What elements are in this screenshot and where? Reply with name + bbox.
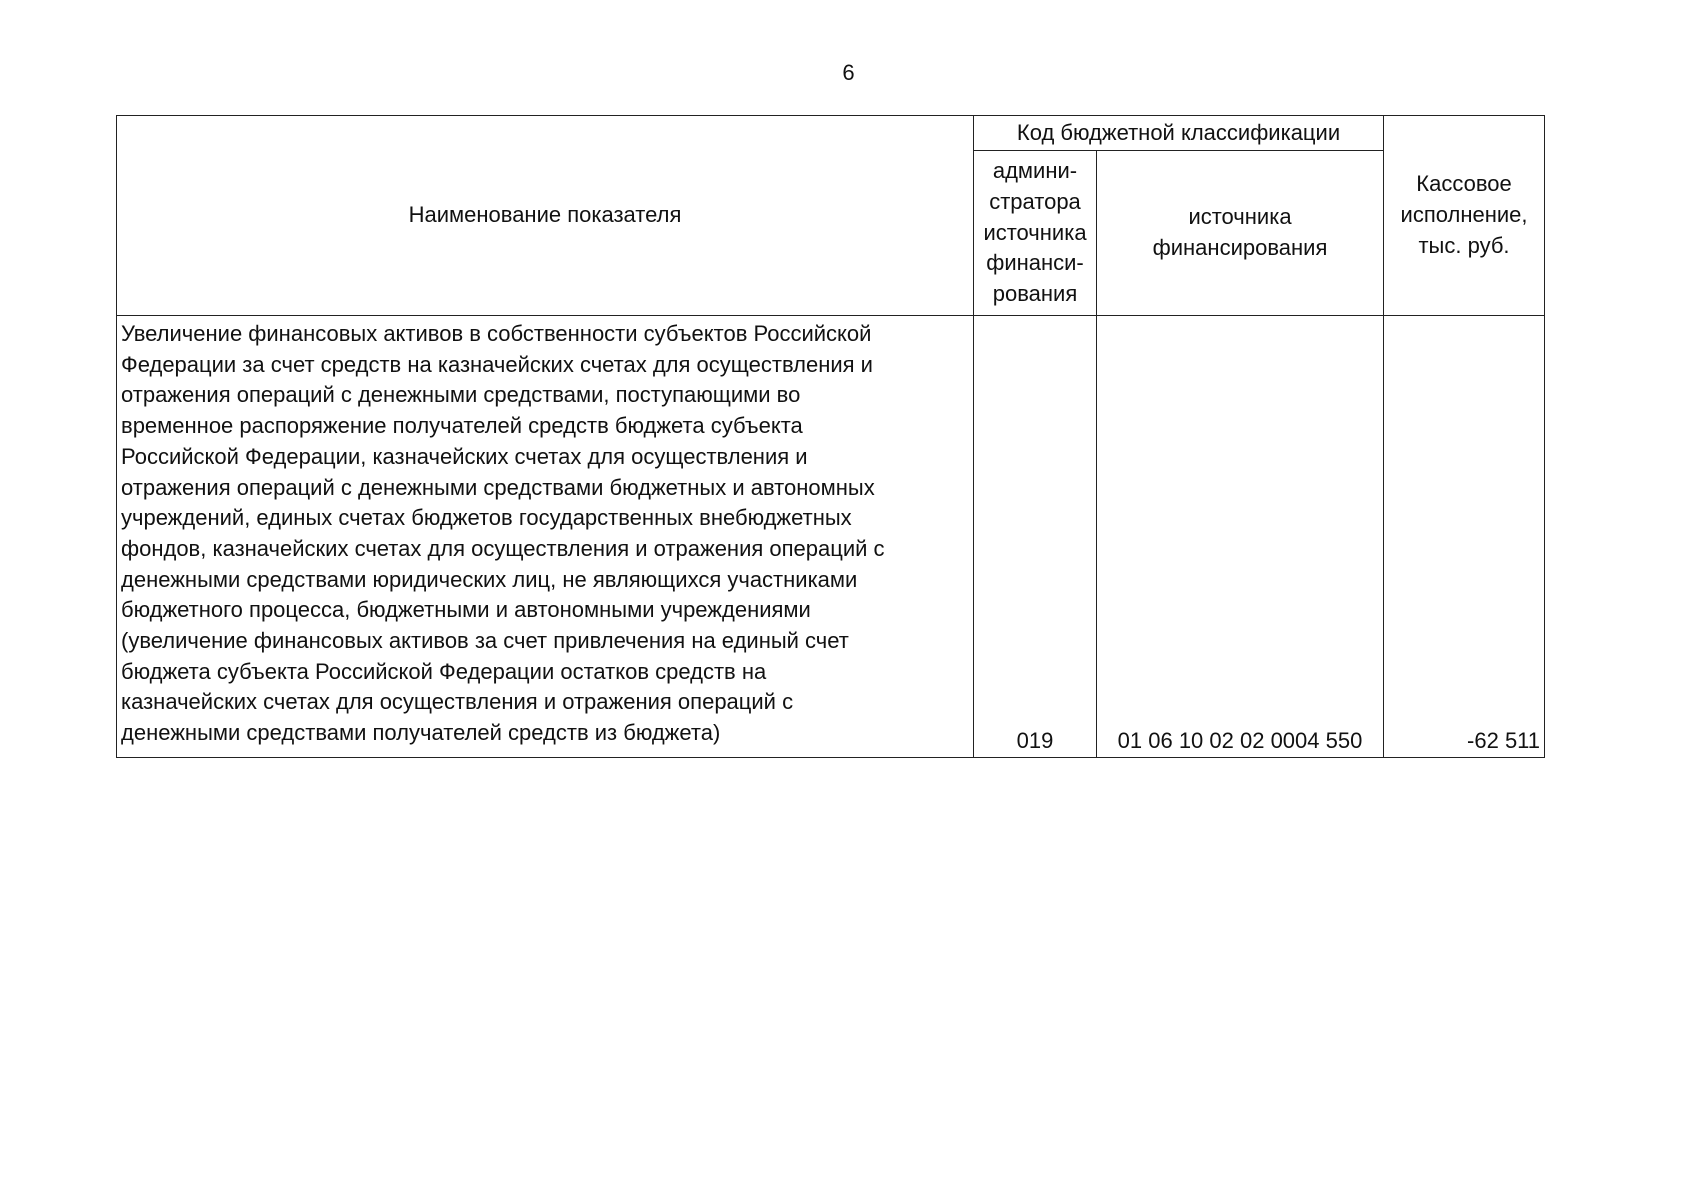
row-source-cell — [1097, 316, 1384, 758]
row-admin-code: 019 — [1016, 728, 1054, 754]
row-amount: -62 511 — [1467, 728, 1541, 754]
header-admin-cell — [974, 151, 1097, 316]
header-admin: админи- стратора источника финанси- рования — [983, 158, 1087, 307]
header-code-group-cell — [974, 116, 1384, 151]
header-code-group: Код бюджетной классификации — [1016, 119, 1341, 145]
page-number: 6 — [842, 60, 855, 85]
table-row — [117, 316, 1545, 758]
row-admin-cell — [974, 316, 1097, 758]
row-name-cell — [117, 316, 974, 758]
header-amount: Кассовое исполнение, тыс. руб. — [1400, 171, 1528, 258]
header-name: Наименование показателя — [408, 202, 682, 228]
row-name: Увеличение финансовых активов в собственности субъектов Российской Федерации за счет средств на казначейских счетах для осуществления и отражения операций с денежными средствами, поступающими во временное распоряжение получателей средств бюджета субъекта Российской Федерации, казначейских счетах для осуществления и отражения операций с денежными средствами бюджетных и автономных учреждений, единых счетах бюджетов государственных внебюджетных фондов, казначейских счетах для осуществления и отражения операций с денежными средствами юридических лиц, не являющихся участниками бюджетного процесса, бюджетными и автономными учреждениями (увеличение финансовых активов за счет привлечения на единый счет бюджета субъекта Российской Федерации остатков средств на казначейских счетах для осуществления и отражения операций с денежными средствами получателей средств из бюджета) — [121, 321, 885, 746]
header-amount-cell — [1384, 116, 1545, 316]
report-table — [116, 115, 1545, 758]
row-amount-cell — [1384, 316, 1545, 758]
header-name-cell — [117, 116, 974, 316]
header-source-cell — [1097, 151, 1384, 316]
table-header-row — [117, 116, 1545, 151]
row-source-code: 01 06 10 02 02 0004 550 — [1117, 728, 1363, 754]
header-source: источника финансирования — [1152, 204, 1328, 260]
